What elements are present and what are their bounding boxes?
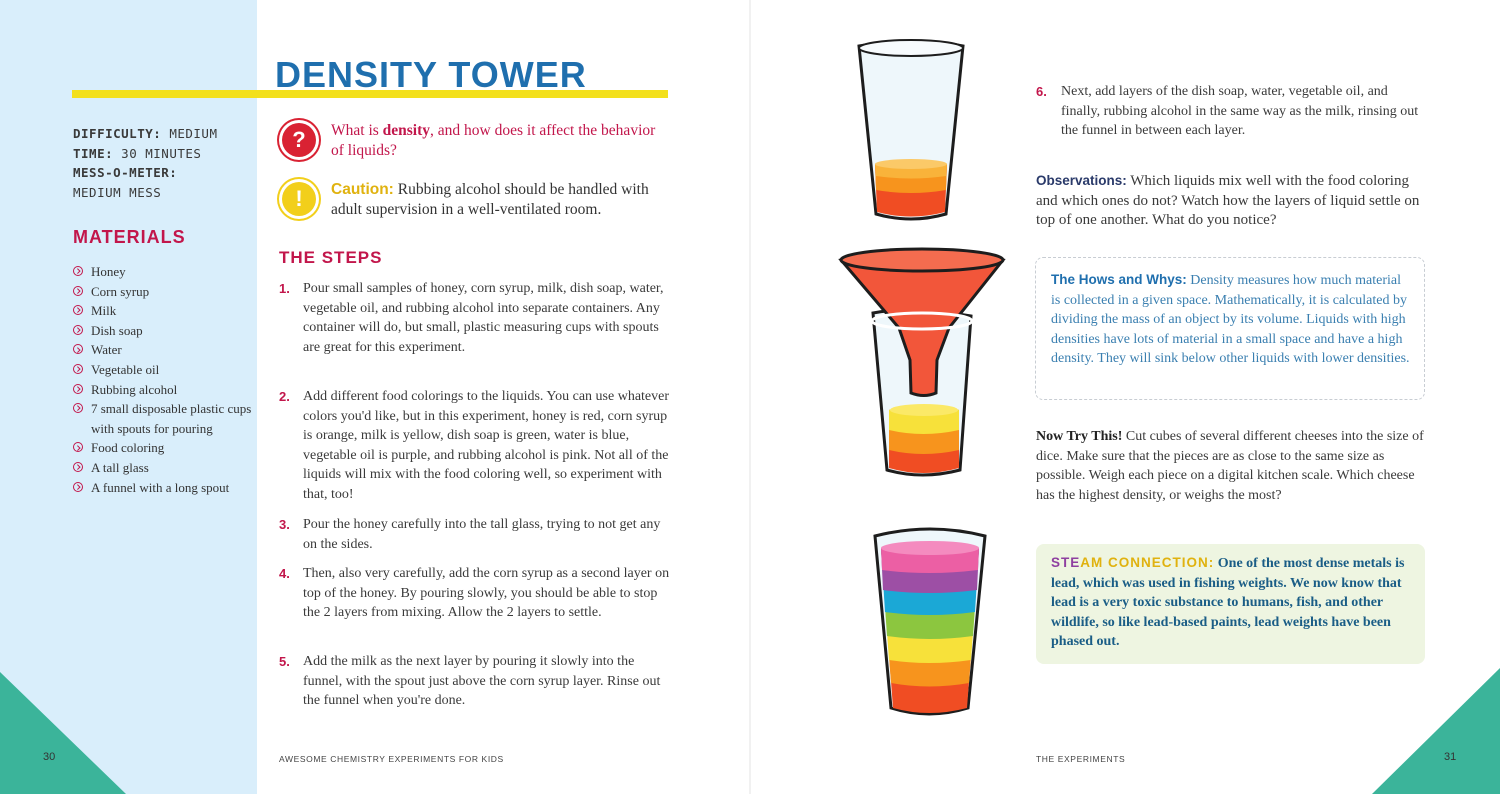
- materials-heading: MATERIALS: [73, 227, 186, 247]
- steam-text: One of the most dense metals is lead, which was used in fishing weights. We now know that lead is a very toxic substance to humans, fish, and other wildlife, so like lead-based paints, lead weights have been phased out.: [1051, 556, 1405, 650]
- page-title: DENSITY TOWER: [275, 54, 587, 95]
- experiment-meta: [73, 124, 217, 202]
- footer-right: THE EXPERIMENTS: [1036, 754, 1126, 764]
- material-item: [73, 321, 253, 341]
- bullet-arrow-icon: [73, 384, 83, 394]
- rainbow-glass-illustration: [875, 529, 985, 714]
- step-item: [279, 652, 674, 711]
- material-item: [73, 301, 253, 321]
- bullet-arrow-icon: [73, 325, 83, 335]
- material-label: Food coloring: [91, 440, 165, 456]
- material-label: Honey: [91, 264, 126, 279]
- caution-text: Rubbing alcohol should be handled with adult supervision in a well-ventilated room.: [331, 181, 649, 218]
- bullet-arrow-icon: [73, 442, 83, 452]
- steam-label-part: AM: [1080, 555, 1104, 570]
- caution-note: [331, 180, 676, 219]
- key-question: [331, 121, 661, 160]
- question-badge-icon: ?: [282, 123, 316, 157]
- bullet-arrow-icon: [73, 364, 83, 374]
- step-number: 5.: [279, 654, 290, 669]
- bullet-arrow-icon: [73, 482, 83, 492]
- step-item: [279, 279, 674, 357]
- step-text: Add the milk as the next layer by pouring it slowly into the funnel, with the spout just above the corn syrup layer. Rinse out the funnel when you're done.: [303, 654, 661, 709]
- step-item: [1036, 82, 1426, 141]
- step-number: 2.: [279, 389, 290, 404]
- observations-block: [1036, 171, 1428, 231]
- step-item: [279, 564, 674, 623]
- material-label: 7 small disposable plastic cups with spouts for pouring: [91, 401, 252, 436]
- try-label: Now Try This!: [1036, 429, 1123, 444]
- now-try-this-block: [1036, 427, 1431, 505]
- corner-triangle-left: [0, 672, 126, 794]
- steam-connection-box: [1036, 544, 1425, 664]
- step-text: Then, also very carefully, add the corn syrup as a second layer on top of the honey. By pouring slowly, you should be able to stop the 2 layers from mixing. Allow the 2 layers to settle.: [303, 566, 670, 621]
- material-label: Corn syrup: [91, 283, 150, 299]
- step-number: 1.: [279, 281, 290, 296]
- hows-and-whys-box: [1035, 257, 1425, 400]
- try-text: Cut cubes of several different cheeses into the size of dice. Make sure that the pieces are as close to the same size as possible. Weigh each piece on a digital kitchen scale. Which cheese has the highest density, or weighs the most?: [1036, 429, 1424, 503]
- bullet-arrow-icon: [73, 305, 83, 315]
- material-item: [73, 282, 253, 302]
- step-number: 4.: [279, 566, 290, 581]
- bullet-arrow-icon: [73, 462, 83, 472]
- steam-label-part: STE: [1051, 555, 1081, 570]
- steam-label: [1051, 555, 1214, 570]
- material-item: [73, 380, 253, 400]
- material-label: Rubbing alcohol: [91, 381, 178, 397]
- materials-list: [73, 262, 253, 497]
- hows-text: Density measures how much material is collected in a given space. Mathematically, it is calculated by dividing the mass of an object by its volume. Liquids with high densities have lots of material in a small space and have a high density. They will sink below other liquids with lower densities.: [1051, 273, 1410, 367]
- material-label: Milk: [91, 303, 117, 319]
- step-number: 6.: [1036, 84, 1047, 99]
- steps-heading: THE STEPS: [279, 248, 383, 267]
- difficulty-value: MEDIUM: [169, 126, 218, 141]
- mess-value: MEDIUM MESS: [73, 184, 162, 200]
- hows-label: The Hows and Whys:: [1051, 272, 1187, 287]
- illustrations: [835, 38, 1015, 718]
- observations-text: Which liquids mix well with the food coloring and which ones do not? Watch how the layers of liquid settle on top of one another. What do you notice?: [1036, 173, 1420, 229]
- caution-badge-icon: !: [282, 182, 316, 216]
- question-text-post: , and how does it affect the behavior of liquids?: [331, 122, 656, 159]
- observations-label: Observations:: [1036, 173, 1127, 188]
- question-text-pre: What is: [331, 122, 383, 139]
- difficulty-label: DIFFICULTY:: [73, 126, 162, 141]
- material-item: [73, 360, 253, 380]
- bullet-arrow-icon: [73, 286, 83, 296]
- step-text: Pour small samples of honey, corn syrup, milk, dish soap, water, vegetable oil, and rubbing alcohol into separate containers. Any container will do, but small, plastic measuring cups with spouts are great for this experiment.: [303, 281, 664, 355]
- material-label: A tall glass: [91, 459, 149, 475]
- corner-triangle-right: [1372, 668, 1500, 794]
- material-item: [73, 340, 253, 360]
- material-item: [73, 458, 253, 478]
- material-label: Water: [91, 342, 122, 358]
- time-value: 30 MINUTES: [121, 145, 202, 161]
- time-label: TIME:: [73, 145, 114, 161]
- bullet-arrow-icon: [73, 344, 83, 354]
- material-item: [73, 438, 253, 458]
- question-keyword: density: [382, 122, 431, 139]
- caution-label: Caution:: [331, 181, 394, 198]
- step-text: Next, add layers of the dish soap, water, vegetable oil, and finally, rubbing alcohol in the same way as the milk, rinsing out the funnel in between each layer.: [1061, 84, 1419, 139]
- footer-left: AWESOME CHEMISTRY EXPERIMENTS FOR KIDS: [279, 754, 504, 764]
- material-label: Dish soap: [91, 322, 143, 338]
- material-item: [73, 399, 253, 438]
- step-number: 3.: [279, 517, 290, 532]
- page-number-right: 31: [1444, 751, 1457, 763]
- material-label: Vegetable oil: [91, 361, 160, 377]
- step-item: [279, 387, 674, 505]
- bullet-arrow-icon: [73, 266, 83, 276]
- material-label: A funnel with a long spout: [91, 479, 230, 495]
- mess-label: MESS-O-METER:: [73, 165, 178, 180]
- material-item: [73, 262, 253, 282]
- material-item: [73, 478, 253, 498]
- glass-illustration: [859, 40, 963, 219]
- funnel-illustration: [841, 249, 1003, 475]
- bullet-arrow-icon: [73, 403, 83, 413]
- steam-label-part: CONNECTION:: [1103, 555, 1215, 570]
- step-text: Add different food colorings to the liquids. You can use whatever colors you'd like, but in this experiment, honey is red, corn syrup is orange, milk is yellow, dish soap is green, water is blue, vegetable oil is purple, and rubbing alcohol is pink. Not all of the liquids will mix with the food coloring well, so experiment with that, too!: [303, 389, 670, 502]
- step-text: Pour the honey carefully into the tall glass, trying to not get any on the sides.: [303, 517, 661, 552]
- step-item: [279, 515, 674, 554]
- page-number-left: 30: [43, 751, 56, 763]
